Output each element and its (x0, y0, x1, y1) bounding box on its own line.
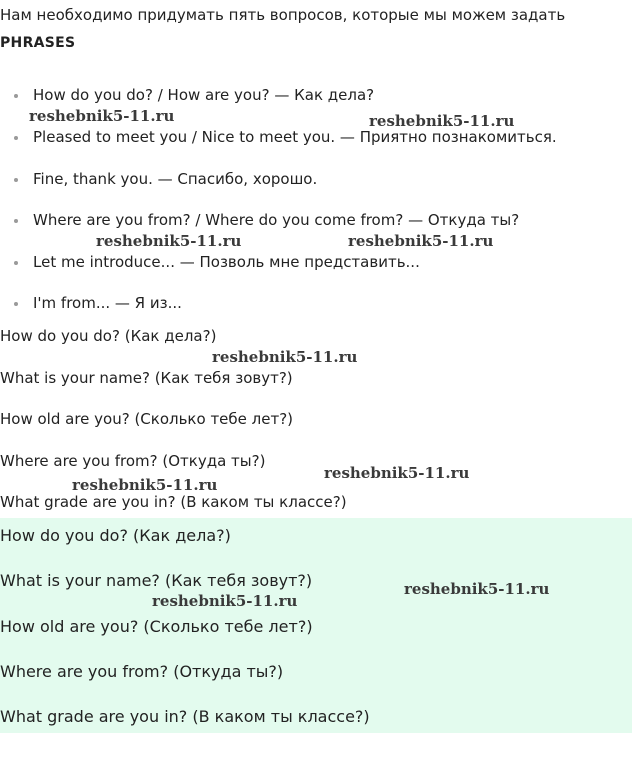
bullet-dot (14, 136, 18, 140)
question-line: How old are you? (Сколько тебе лет?) (0, 410, 294, 428)
bullet-dot (14, 94, 18, 98)
watermark: reshebnik5-11.ru (72, 476, 218, 494)
watermark: reshebnik5-11.ru (348, 232, 494, 250)
watermark: reshebnik5-11.ru (212, 348, 358, 366)
bullet-dot (14, 219, 18, 223)
answer-line: What is your name? (Как тебя зовут?) (0, 571, 313, 590)
phrase-text: Where are you from? / Where do you come from? — Откуда ты? (33, 211, 520, 229)
phrase-text: I'm from... — Я из... (33, 294, 182, 312)
watermark: reshebnik5-11.ru (29, 107, 175, 125)
phrase-text: Pleased to meet you / Nice to meet you. — Приятно познакомиться. (33, 128, 557, 146)
watermark: reshebnik5-11.ru (324, 464, 470, 482)
question-line: Where are you from? (Откуда ты?) (0, 452, 266, 470)
watermark: reshebnik5-11.ru (404, 580, 550, 598)
question-line: How do you do? (Как дела?) (0, 327, 217, 345)
phrase-text: Fine, thank you. — Спасибо, хорошо. (33, 170, 318, 188)
question-line: What is your name? (Как тебя зовут?) (0, 369, 293, 387)
bullet-dot (14, 302, 18, 306)
watermark: reshebnik5-11.ru (369, 112, 515, 130)
watermark: reshebnik5-11.ru (152, 592, 298, 610)
phrase-text: Let me introduce... — Позволь мне представить... (33, 253, 420, 271)
answer-line: How do you do? (Как дела?) (0, 526, 231, 545)
bullet-dot (14, 178, 18, 182)
answer-line: Where are you from? (Откуда ты?) (0, 662, 284, 681)
phrase-text: How do you do? / How are you? — Как дела? (33, 86, 375, 104)
phrases-heading: PHRASES (0, 35, 76, 51)
question-line: What grade are you in? (В каком ты классе?) (0, 493, 347, 511)
watermark: reshebnik5-11.ru (96, 232, 242, 250)
bullet-dot (14, 261, 18, 265)
intro-text: Нам необходимо придумать пять вопросов, которые мы можем задать (0, 6, 566, 24)
answer-line: How old are you? (Сколько тебе лет?) (0, 617, 313, 636)
answer-line: What grade are you in? (В каком ты классе?) (0, 707, 370, 726)
